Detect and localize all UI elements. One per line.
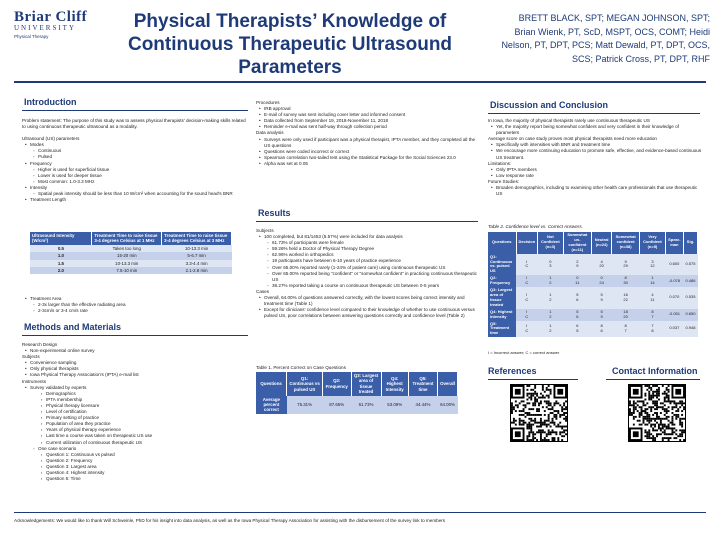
table-cell-value: 8 (624, 322, 627, 328)
results-subject-item: ◦ Over 65.00% reported being "confident" or "somewhat confident" in practicing continuous therapeutic US (256, 271, 478, 283)
t2-row-label: Q5: Treatment time (488, 321, 516, 338)
procedure-item: • E-mail of survey was sent including cover letter and informed consent (256, 112, 476, 118)
table-cell-value: 2 (576, 258, 579, 264)
table-cell (516, 287, 538, 309)
discussion-body (488, 118, 702, 197)
table-cell (563, 254, 592, 276)
t2-header: Not Confident (n=3) (538, 232, 563, 254)
table-cell-value: 2 (549, 296, 552, 302)
table-cell-value: 7 (651, 313, 654, 319)
table-cell: 87.65% (322, 396, 351, 414)
case-item: • Except for clinicians' confidence level compared to their knowledge of whether to use continuous versus pulsed US, poor correlations between answering questions correctly and confidence level (Table 2) (256, 307, 478, 319)
t2-row-label: Q3: Largest area of tissue treated (488, 287, 516, 309)
table-cell (592, 275, 612, 287)
survey-item: ▪ Physical therapy licensure (22, 403, 250, 409)
table-cell-value: C (525, 313, 529, 319)
table-cell (538, 309, 563, 321)
poster-header (0, 0, 720, 80)
table-cell-value: C (525, 263, 529, 269)
table-cell-value: 9 (600, 296, 603, 302)
footer-divider (14, 512, 706, 513)
table-row (256, 396, 458, 414)
table-row (488, 275, 698, 287)
limitation-item: • Only IPTA members (488, 167, 702, 173)
survey-item: ▪ Last time a course was taken on therapeutic US use (22, 433, 250, 439)
university-logo (14, 10, 96, 39)
table-cell (640, 275, 666, 287)
t2-row-label: Q2: Frequency (488, 275, 516, 287)
table-cell (592, 309, 612, 321)
table-cell (612, 287, 640, 309)
table-cell-value: 6 (600, 327, 603, 333)
future-item: • Broaden demographics, including to examining other health care professionals that use therapeutic US (488, 185, 702, 197)
case-item: • Overall, 64.00% of questions answered correctly, with the lowest scores being correct intensity and treatment time (Table 1) (256, 295, 478, 307)
table-cell-value: 20 (623, 313, 628, 319)
subject-item: • Iowa Physical Therapy Association's (IPTA) e-mail list (22, 372, 250, 378)
table-cell-value: 29 (623, 263, 628, 269)
table-cell (516, 321, 538, 338)
purpose-statement: Problem statement: The purpose of this study was to assess physical therapists' decision-making skills related to using continuous therapeutic ultrasound as a modality. (22, 118, 246, 130)
table-cell-value: 9 (624, 258, 627, 264)
results-subject-item: ◦ 61.73% of participants were female (256, 240, 478, 246)
t1-header: Questions (256, 372, 287, 396)
table-cell (538, 254, 563, 276)
table-cell: 2.1-2.8 min (162, 267, 232, 274)
table-cell: 0.600 (665, 254, 683, 276)
table-cell: 0.070 (665, 287, 683, 309)
table-cell: 7.5-10 min (92, 267, 162, 274)
discussion-p2: Average score on case study proves most physical therapists need more education (488, 136, 657, 142)
results-subject-item: ◦ 59.26% held a Doctor of Physical Therapy Degree (256, 246, 478, 252)
table-row (488, 321, 698, 338)
table-cell: 64.00% (438, 396, 458, 414)
table-cell (538, 321, 563, 338)
table-cell-value: 8 (600, 322, 603, 328)
research-design-label: Research Design (22, 342, 58, 347)
table-cell: 75.31% (287, 396, 323, 414)
subject-item: • Only physical therapists (22, 366, 250, 372)
analysis-item: • Alpha was set at 0.05 (256, 161, 476, 167)
future-label: Future Studies: (488, 178, 520, 184)
table-cell: 3.3-4.4 min (162, 260, 232, 267)
table-cell-value: 30 (623, 280, 628, 286)
table-cell: 5-6.7 min (162, 252, 232, 259)
results-subject-item: ◦ 38.27% reported taking a course on continuous therapeutic US between 0-5 years (256, 283, 478, 289)
results-subjects-label: Subjects (256, 228, 274, 233)
table-cell-value: 1 (549, 291, 552, 297)
table-cell: 61.73% (351, 396, 381, 414)
table-cell (640, 254, 666, 276)
t2-header: Neutral (n=24) (592, 232, 612, 254)
us-table-header: Treatment Time to raise tissue 3-4 degrees Celsius at 1 MHz (92, 232, 162, 245)
results-subject-item: ◦ Over 65.00% reported rarely (1-24% of patient care) using continuous therapeutic US (256, 265, 478, 271)
treatment-area-label: • Treatment Area (22, 296, 250, 302)
logo-department: Physical Therapy (14, 34, 49, 39)
scenario-item: ▪ Question 1: Continuous vs pulsed (22, 452, 250, 458)
table-cell-value: 3 (651, 258, 654, 264)
results-subject-item: ◦ 62.96% worked in orthopedics (256, 252, 478, 258)
t2-header: Decision (516, 232, 538, 254)
discussion-p2-item: • Specifically with intensities with BNR and treatment time (488, 142, 702, 148)
freq-item: ◦ Most common: 1.0-3.3 MHz (22, 179, 250, 185)
results-divider (256, 221, 478, 222)
table-cell-value: I (526, 258, 528, 264)
table-row (30, 260, 232, 267)
table-cell-value: 8 (651, 327, 654, 333)
us-table-header: Treatment Time to raise tissue 3-4 degrees Celsius at 3 MHz (162, 232, 232, 245)
t1-header: Overall (438, 372, 458, 396)
survey-item: ▪ Demographics (22, 391, 250, 397)
references-qr-code[interactable] (510, 384, 568, 442)
survey-item: ▪ Population of area they practice (22, 421, 250, 427)
procedure-item: • IRB approval (256, 106, 476, 112)
us-table-header: Ultrasound Intensity (W/cm²) (30, 232, 92, 245)
procedures-body (256, 100, 476, 167)
table-cell: 2.0 (30, 267, 92, 274)
contact-qr-code[interactable] (628, 384, 686, 442)
scenario-item: ▪ Question 2: Frequency (22, 458, 250, 464)
contact-heading: Contact Information (612, 366, 698, 376)
subject-item: • Convenience sampling (22, 360, 250, 366)
table-cell (612, 275, 640, 287)
survey-item: ▪ Level of certification (22, 409, 250, 415)
table-cell-value: 2 (549, 327, 552, 333)
table-cell-value: 3 (549, 263, 552, 269)
table-cell: 53.09% (381, 396, 408, 414)
table-cell: 0.948 (683, 321, 697, 338)
table-cell (592, 254, 612, 276)
ultrasound-table (30, 232, 232, 274)
discussion-heading: Discussion and Conclusion (490, 100, 609, 110)
table2-footnote: I = Incorrect answer; C = correct answer (488, 350, 560, 355)
intensity-label: • Intensity (22, 185, 250, 191)
table-row (488, 254, 698, 276)
instruments-label: Instruments (22, 378, 46, 384)
table-cell-value: 6 (576, 296, 579, 302)
table-cell-value: I (526, 322, 528, 328)
results-subject-main: • 100 completed, but 81/1453 (5.57%) were included for data analysis (256, 234, 478, 240)
table1-caption: Table 1. Percent Correct on Case Questions (256, 365, 346, 370)
logo-university: UNIVERSITY (14, 24, 76, 32)
table-cell-value: 0 (549, 258, 552, 264)
table-cell: 0.535 (683, 287, 697, 309)
frequency-label: • Frequency (22, 161, 250, 167)
table-cell (516, 309, 538, 321)
intro-divider (22, 110, 248, 111)
freq-item: ◦ Lower is used for deeper tissue (22, 173, 250, 179)
t1-header: Q3: Largest area of tissue treated (351, 372, 381, 396)
table-cell-value: C (525, 280, 529, 286)
table-cell-value: I (526, 291, 528, 297)
table-cell-value: 8 (624, 275, 627, 281)
table-cell-value: C (525, 296, 529, 302)
scenario-item: ▪ Question 5: Time (22, 476, 250, 482)
table-cell (592, 287, 612, 309)
cases-label: Cases (256, 288, 270, 294)
table-cell: 15-20 min (92, 252, 162, 259)
table-cell-value: 6 (576, 313, 579, 319)
methods-heading: Methods and Materials (24, 322, 122, 332)
table-cell: 0.486 (683, 275, 697, 287)
results-heading: Results (258, 208, 291, 218)
table-cell-value: 4 (600, 258, 603, 264)
table-cell-value: 14 (650, 280, 655, 286)
procedure-item: • Reminder e-mail was sent half-way through collection period (256, 124, 476, 130)
table-cell-value: 20 (599, 263, 604, 269)
table-cell-value: 12 (650, 263, 655, 269)
results-body (256, 228, 478, 319)
intensity-item: ◦ Spatial peak intensity should be less than 10 W/cm² when accounting for the sound head's BNR (22, 191, 250, 197)
treatment-length-label: • Treatment Length (22, 197, 250, 203)
scenario-label: ◦ One case scenario (22, 446, 250, 452)
t1-header: Q2: Frequency (322, 372, 351, 396)
t1-row-label: Average percent correct (256, 396, 287, 414)
t2-header: Somewhat un-confident (n=11) (563, 232, 592, 254)
table-cell (612, 309, 640, 321)
methods-divider (22, 335, 248, 336)
table-cell (640, 321, 666, 338)
table-cell-value: 2 (549, 313, 552, 319)
table-cell-value: 18 (623, 308, 628, 314)
table-cell-value: 1 (549, 308, 552, 314)
table-cell-value: 22 (623, 296, 628, 302)
table-cell-value: I (526, 275, 528, 281)
modes-label: • Modes (22, 142, 250, 148)
table-cell (640, 309, 666, 321)
methods-body (22, 342, 250, 482)
instrument-item: • Survey validated by experts (22, 385, 250, 391)
limitations-label: Limitations: (488, 160, 512, 166)
results-subject-item: ◦ 19 participants have between 6-10 years of practice experience (256, 258, 478, 264)
table-cell-value: 9 (600, 313, 603, 319)
scenario-item: ▪ Question 4: Highest intensity (22, 470, 250, 476)
table-cell-value: 24 (599, 280, 604, 286)
table-cell: 0.575 (683, 254, 697, 276)
table-cell: 0.5 (30, 245, 92, 252)
table-row (30, 267, 232, 274)
area-item: ◦ 2-3x larger than the effective radiating area (22, 302, 250, 308)
t1-header: Q1: Continuous vs pulsed US (287, 372, 323, 396)
procedure-item: • Data collected from September 19, 2018-November 11, 2018 (256, 118, 476, 124)
references-divider (488, 379, 578, 380)
table-cell (538, 287, 563, 309)
discussion-p2-item: • We encourage more continuing education to promote safe, effective, and evidence-based continuous US treatment. (488, 148, 702, 160)
table-cell-value: 5 (576, 327, 579, 333)
table-cell-value: 11 (650, 296, 655, 302)
survey-item: ▪ IPTA membership (22, 397, 250, 403)
table-cell: 0.037 (665, 321, 683, 338)
table-cell: -0.051 (665, 309, 683, 321)
table-cell-value: 11 (575, 280, 580, 286)
table-row (30, 252, 232, 259)
discussion-p1-item: • Yet, the majority report being somewhat confident and very confident in their knowledge of parameters (488, 124, 702, 136)
t2-header: Very Confident (n=5) (640, 232, 666, 254)
table-cell-value: 8 (651, 308, 654, 314)
area-item: ◦ 2-3cm/s or 3-4 cm/s rate (22, 308, 250, 314)
table-cell (516, 275, 538, 287)
table-cell-value: 5 (576, 308, 579, 314)
percent-correct-table (256, 372, 458, 414)
table-cell-value: 0 (576, 275, 579, 281)
mode-item: ◦ Pulsed (22, 154, 250, 160)
table2-caption: Table 2. Confidence level vs. Correct Answers. (488, 224, 583, 229)
table-cell: 10-13.3 min (162, 245, 232, 252)
table-cell-value: 1 (651, 275, 654, 281)
analysis-item: • Surveys were only used if participant was a physical therapist, IPTA member, and they completed all the US questions (256, 137, 476, 149)
acknowledgements: Acknowledgements: We would like to thank Will Schweinle, PhD for his insight into data analysis, as well as the Iowa Physical Therapy Association for assisting with the disbursement of the survey link to members (14, 518, 446, 523)
discussion-divider (488, 113, 700, 114)
table-cell: 0.650 (683, 309, 697, 321)
table-cell: Takes too long (92, 245, 162, 252)
t1-header: Q5: Treatment time (408, 372, 437, 396)
t1-header: Q4: Highest Intensity (381, 372, 408, 396)
table-cell-value: C (525, 327, 529, 333)
table-cell: -0.078 (665, 275, 683, 287)
t2-row-label: Q1: Continuous vs. pulsed US (488, 254, 516, 276)
table-cell-value: I (526, 308, 528, 314)
table-cell (563, 321, 592, 338)
table-cell: 44.44% (408, 396, 437, 414)
table-cell-value: 2 (549, 280, 552, 286)
t2-header: Somewhat confident (n=38) (612, 232, 640, 254)
t2-header: Questions (488, 232, 516, 254)
analysis-item: • Questions were coded incorrect or correct (256, 149, 476, 155)
table-cell-value: 7 (651, 322, 654, 328)
table-cell-value: 6 (576, 322, 579, 328)
table-cell (592, 321, 612, 338)
table-cell (563, 287, 592, 309)
table-cell-value: 0 (600, 275, 603, 281)
table-cell (612, 254, 640, 276)
analysis-label: Data analysis (256, 130, 284, 136)
limitation-item: • Low response rate (488, 173, 702, 179)
params-label: Ultrasound (US) parameters (22, 136, 80, 142)
analysis-item: • Spearman correlation two-tailed test using the Statistical Package for the Social Sciences 23.0 (256, 155, 476, 161)
subjects-label: Subjects (22, 354, 40, 360)
survey-item: ▪ Years of physical therapy experience (22, 427, 250, 433)
contact-divider (606, 379, 700, 380)
table-cell-value: 5 (600, 291, 603, 297)
table-row (488, 287, 698, 309)
table-row (30, 245, 232, 252)
discussion-p1: In Iowa, the majority of physical therapists rarely use continuous therapeutic US (488, 118, 650, 123)
survey-item: ▪ Current utilization of continuous therapeutic US (22, 440, 250, 446)
t2-header: Spear-man (665, 232, 683, 254)
author-list: BRETT BLACK, SPT; MEGAN JOHNSON, SPT; Brian Wienk, PT, ScD, MSPT, OCS, COMT; Heidi Nelson, PT, DPT, PCS; Matt Dewald, PT, DPT, OCS, SCS; Patrick Cross, PT, DPT, RHF (501, 13, 710, 64)
table-cell (516, 254, 538, 276)
table-cell (612, 321, 640, 338)
freq-item: ◦ Higher is used for superficial tissue (22, 167, 250, 173)
poster-title: Physical Therapists’ Knowledge of Continuous Therapeutic Ultrasound Parameters (127, 11, 453, 78)
table-row (488, 309, 698, 321)
t2-row-label: Q4: Highest intensity (488, 309, 516, 321)
table-cell-value: 9 (576, 263, 579, 269)
scenario-item: ▪ Question 3: Largest area (22, 464, 250, 470)
treatment-area (22, 296, 250, 314)
table-cell: 1.0 (30, 252, 92, 259)
table-cell-value: 5 (600, 308, 603, 314)
table-cell (563, 309, 592, 321)
references-heading: References (488, 366, 537, 376)
table-cell (538, 275, 563, 287)
mode-item: ◦ Continuous (22, 148, 250, 154)
intro-body (22, 118, 250, 203)
table-cell (563, 275, 592, 287)
table-cell-value: 5 (576, 291, 579, 297)
logo-name: Briar Cliff (14, 9, 88, 25)
table-cell-value: 16 (623, 291, 628, 297)
table-cell-value: 1 (549, 322, 552, 328)
table-cell: 1.5 (30, 260, 92, 267)
t2-header: Sig. (683, 232, 697, 254)
table-cell-value: 1 (549, 275, 552, 281)
design-item: • Non-experimental online survey (22, 348, 250, 354)
table-cell (640, 287, 666, 309)
confidence-table (488, 232, 698, 337)
header-divider (14, 81, 706, 83)
table-cell-value: 4 (651, 291, 654, 297)
procedures-label: Procedures (256, 100, 280, 105)
table-cell: 10-13.3 min (92, 260, 162, 267)
survey-item: ▪ Primary setting of practice (22, 415, 250, 421)
intro-heading: Introduction (24, 97, 77, 107)
table-cell-value: 7 (624, 327, 627, 333)
